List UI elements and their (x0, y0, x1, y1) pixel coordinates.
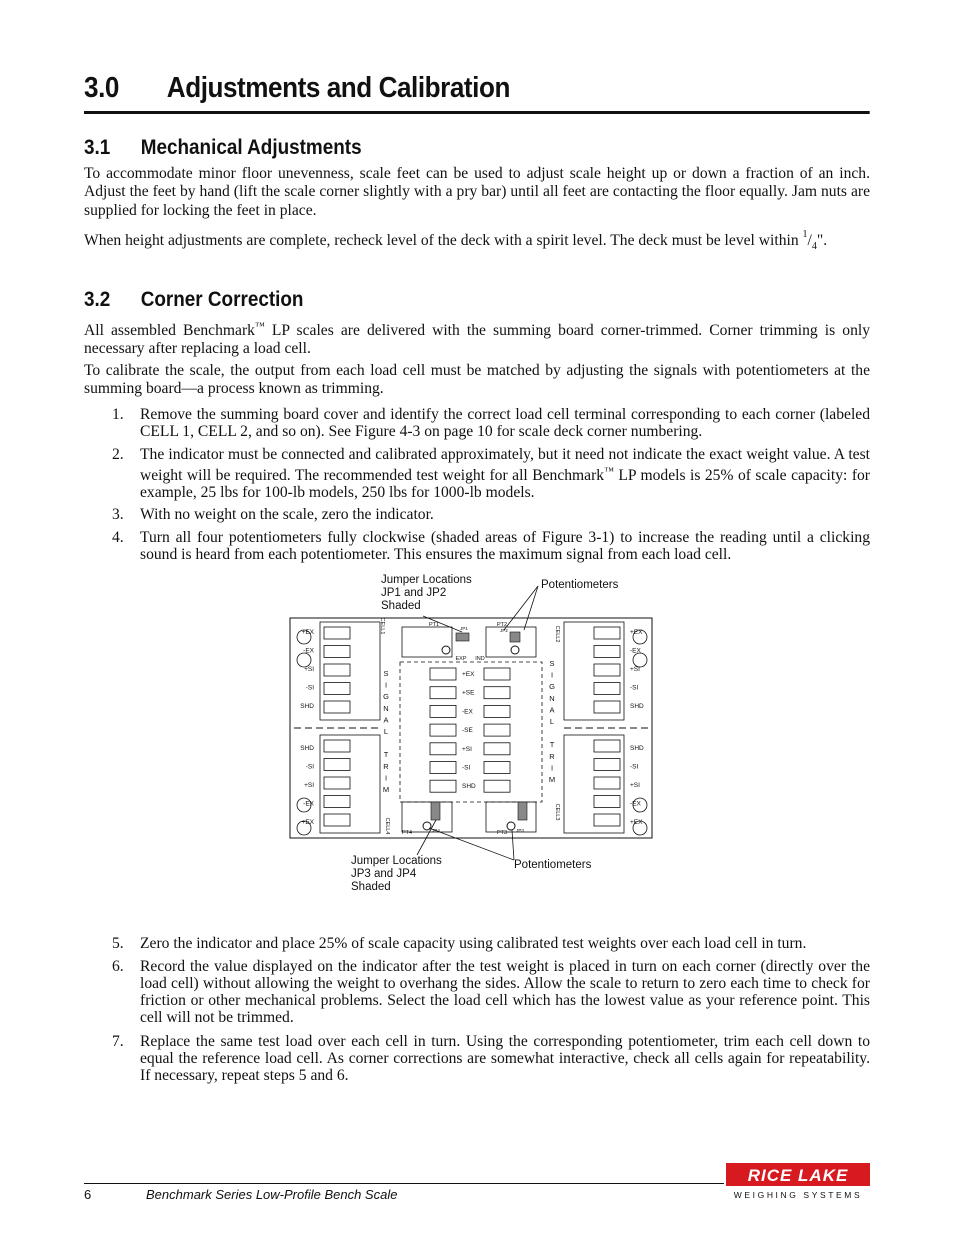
cell-label: CELL4 (384, 817, 390, 835)
step-text: Zero the indicator and place 25% of scale capacity using calibrated test weights over each load cell in turn. (140, 935, 807, 952)
summing-board-figure (84, 570, 870, 900)
terminal-label: SHD (630, 745, 644, 752)
terminal-block (594, 777, 620, 789)
logo-subtitle: WEIGHING SYSTEMS (733, 1190, 863, 1200)
signal-trim-letter: T (383, 750, 389, 760)
terminal-label: +SI (304, 666, 314, 673)
signal-trim-letter: I (550, 763, 554, 773)
list-item (112, 446, 870, 501)
paragraph-feet: To accommodate minor floor unevenness, scale feet can be used to adjust scale height up or down a fraction of an inch. Adjust the feet by hand (lift the scale corner slightly with a pry bar) until all feet are contacting the floor equally. Jam nuts are supplied for locking the feet in place. (84, 165, 870, 219)
trademark: ™ (254, 321, 265, 332)
list-item (112, 506, 870, 523)
step-text-a: The indicator must be connected and calibrated approximately, but it need not indicate the exact weight value. A test weight will be required. The recommended test weight for all Benchmark (140, 446, 870, 485)
chapter-title-text: Adjustments and Calibration (166, 72, 510, 104)
callout-line: JP3 and JP4 (351, 868, 417, 880)
step-text (140, 446, 870, 501)
terminal-label: -SI (305, 684, 314, 692)
terminal-post (633, 653, 647, 667)
fraction: $^1/_4$ (802, 229, 817, 253)
terminal-block (484, 705, 510, 717)
pt-label: PT3 (496, 830, 508, 836)
center-terminal-label: -SI (462, 764, 471, 772)
signal-trim-letter: M (548, 775, 556, 784)
chapter-number: 3.0 (84, 72, 119, 104)
jumper-jp3 (518, 802, 527, 820)
document-title: Benchmark Series Low-Profile Bench Scale (146, 1187, 398, 1202)
terminal-label: +EX (301, 819, 314, 826)
potentiometer-pt3 (486, 802, 536, 832)
terminal-label: -SI (305, 763, 314, 771)
trademark: ™ (604, 466, 614, 477)
terminal-label: +EX (630, 819, 643, 826)
potentiometer-pt1 (402, 627, 452, 657)
section-number: 3.2 (84, 288, 111, 311)
terminal-block (324, 646, 350, 658)
terminal-label: -SI (630, 684, 639, 692)
terminal-block (324, 740, 350, 752)
list-item (112, 1033, 870, 1084)
potentiometer-screw (511, 646, 519, 654)
terminal-block (484, 687, 510, 699)
terminal-label: +SI (630, 666, 640, 673)
step-number: 1. (112, 406, 124, 423)
leader-line (504, 586, 538, 630)
leader-line (524, 586, 538, 630)
cell-label: CELL3 (554, 803, 560, 821)
signal-trim-letter: A (549, 705, 555, 715)
chapter-title (84, 72, 870, 114)
terminal-label: -EX (630, 647, 641, 655)
signal-trim-letter: G (383, 692, 389, 702)
signal-trim-letter: G (549, 682, 555, 692)
terminal-block (484, 762, 510, 774)
step-number: 3. (112, 506, 124, 523)
jumper-jp4 (431, 802, 440, 820)
step-text: Replace the same test load over each cell in turn. Using the corresponding potentiometer, trim each cell down to equal the reference load cell. As corner corrections are somewhat interactive, check all cells again for repeatability. If necessary, repeat steps 5 and 6. (140, 1033, 870, 1084)
section-number: 3.1 (84, 136, 111, 159)
terminal-block (484, 724, 510, 736)
paragraph-level (84, 228, 870, 257)
signal-trim-letter: I (550, 670, 554, 680)
section-title-text: Corner Correction (140, 288, 304, 311)
terminal-label: -SI (630, 763, 639, 771)
terminal-label: +SI (630, 782, 640, 789)
rice-lake-logo (726, 1163, 870, 1203)
center-terminal-label: -SE (462, 727, 473, 735)
section-3-2-title (84, 288, 303, 312)
terminal-label: -EX (303, 800, 314, 808)
terminal-label: -EX (630, 800, 641, 808)
terminal-block (430, 705, 456, 717)
list-item (112, 958, 870, 1026)
terminal-block (594, 683, 620, 695)
terminal-block (430, 668, 456, 680)
terminal-label: +SI (304, 782, 314, 789)
callout-line: Shaded (351, 881, 391, 893)
callout-potentiometers-top: Potentiometers (541, 579, 619, 591)
terminal-block (430, 762, 456, 774)
step-text: Turn all four potentiometers fully clockwise (shaded areas of Figure 3-1) to increase the reading until a clicking sound is heard from each potentiometer. This ensures the maximum signal from each load cell. (140, 529, 870, 563)
terminal-label: SHD (300, 745, 314, 752)
step-number: 4. (112, 529, 124, 546)
signal-trim-letter: S (549, 659, 555, 668)
level-text: When height adjustments are complete, recheck level of the deck with a spirit level. The deck must be level within (84, 232, 799, 250)
benchmark-text-b: LP scales are delivered with the summing board corner-trimmed. Corner trimming is only necessary after replacing a load cell. (84, 322, 870, 358)
step-text: Remove the summing board cover and identify the correct load cell terminal corresponding to each corner (labeled CELL 1, CELL 2, and so on). See Figure 4-3 on page 10 for scale deck corner numbering. (140, 406, 870, 440)
signal-trim-letter: I (384, 680, 388, 690)
terminal-block (484, 743, 510, 755)
fraction-numerator: 1 (802, 229, 808, 240)
terminal-block (324, 759, 350, 771)
terminal-block (594, 814, 620, 826)
terminal-label: SHD (300, 703, 314, 710)
list-item (112, 529, 870, 563)
signal-trim-letter: N (549, 693, 555, 703)
potentiometer-pt4 (402, 802, 452, 832)
terminal-block (594, 664, 620, 676)
cell-label: CELL1 (379, 617, 385, 635)
terminal-block (324, 701, 350, 713)
signal-trim-letter: N (383, 703, 389, 713)
terminal-block (430, 687, 456, 699)
center-terminal-label: -EX (462, 708, 473, 716)
signal-trim-letter: A (383, 715, 389, 725)
terminal-block (430, 780, 456, 792)
potentiometer-screw (442, 646, 450, 654)
step-number: 5. (112, 935, 124, 952)
callout-line: Shaded (381, 600, 421, 612)
exp-label: EXP (455, 656, 467, 662)
page-number: 6 (84, 1187, 92, 1202)
signal-trim-letter: L (549, 717, 555, 726)
callout-potentiometers-bottom: Potentiometers (514, 859, 592, 871)
jp-label: JP4 (432, 828, 440, 833)
footer-rule (84, 1183, 724, 1184)
terminal-label: +EX (630, 629, 643, 636)
callout-line: Jumper Locations (351, 855, 442, 867)
step-text: With no weight on the scale, zero the indicator. (140, 506, 434, 523)
terminal-block (594, 759, 620, 771)
signal-trim-letter: M (382, 785, 390, 794)
level-text-end: ". (816, 232, 828, 250)
jumper-jp1 (456, 633, 469, 641)
leader-line (512, 830, 514, 860)
ind-label: IND (475, 656, 485, 662)
terminal-block (594, 701, 620, 713)
callout-line: JP1 and JP2 (381, 587, 447, 599)
terminal-block (324, 627, 350, 639)
step-number: 6. (112, 958, 124, 975)
paragraph-benchmark (84, 318, 870, 359)
terminal-label: +EX (301, 629, 314, 636)
center-terminal-label: +SE (462, 689, 475, 697)
terminal-groups (297, 618, 647, 836)
terminal-block (484, 668, 510, 680)
pt-label: PT4 (401, 830, 413, 836)
terminal-block (324, 683, 350, 695)
section-3-1-title (84, 136, 362, 160)
terminal-label: -EX (303, 647, 314, 655)
signal-trim-letter: I (384, 773, 388, 783)
list-item (112, 406, 870, 440)
signal-trim-letter: R (549, 751, 555, 761)
signal-trim-letter: T (549, 740, 555, 750)
step-number: 7. (112, 1033, 124, 1050)
terminal-block (324, 777, 350, 789)
signal-trim-letter: S (383, 669, 389, 678)
terminal-block (430, 724, 456, 736)
terminal-block (430, 743, 456, 755)
center-terminal-label: +EX (462, 671, 475, 678)
center-terminal-label: +SI (462, 745, 472, 753)
cell-label: CELL2 (554, 625, 560, 643)
pt-label: PT2 (496, 622, 508, 628)
pt-label: PT1 (428, 622, 440, 628)
terminal-post (297, 653, 311, 667)
step-text-b: LP models is 25% of scale capacity: for example, 25 lbs for 100-lb models, 250 lbs for 1000-lb models. (140, 467, 871, 502)
terminal-block (594, 796, 620, 808)
step-number: 2. (112, 446, 124, 463)
terminal-block (324, 814, 350, 826)
jumper-jp2 (510, 632, 520, 642)
logo-brand: RICE LAKE (747, 1166, 849, 1185)
terminal-block (324, 664, 350, 676)
paragraph-calibrate: To calibrate the scale, the output from each load cell must be matched by adjusting the signals with potentiometers at the summing board—a process known as trimming. (84, 362, 870, 398)
jp-label: JP1 (460, 626, 468, 631)
callout-line: Jumper Locations (381, 574, 472, 586)
signal-trim-letter: L (383, 727, 389, 736)
summing-board-diagram (84, 570, 870, 900)
fraction-denominator: 4 (811, 241, 817, 253)
signal-trim-letter: R (383, 761, 389, 771)
potentiometer-screw (507, 822, 515, 830)
terminal-block (594, 646, 620, 658)
list-item (112, 935, 870, 952)
terminal-label: SHD (630, 703, 644, 710)
terminal-block (594, 627, 620, 639)
jp-label: JP2 (500, 628, 508, 633)
jp-label: JP3 (516, 828, 524, 833)
terminal-block (594, 740, 620, 752)
terminal-block (324, 796, 350, 808)
benchmark-text-a: All assembled Benchmark (84, 322, 255, 340)
center-terminal-label: SHD (462, 783, 476, 791)
potentiometer-screw (423, 822, 431, 830)
section-title-text: Mechanical Adjustments (140, 136, 362, 159)
terminal-block (484, 780, 510, 792)
step-text: Record the value displayed on the indicator after the test weight is placed in turn on each corner (directly over the load cell) without allowing the weight to overhang the sides. Allow the scale to return to zero each time to check for friction or other mechanical problems. Select the load cell which has the lowest value as your reference point. This cell will not be trimmed. (140, 958, 870, 1026)
